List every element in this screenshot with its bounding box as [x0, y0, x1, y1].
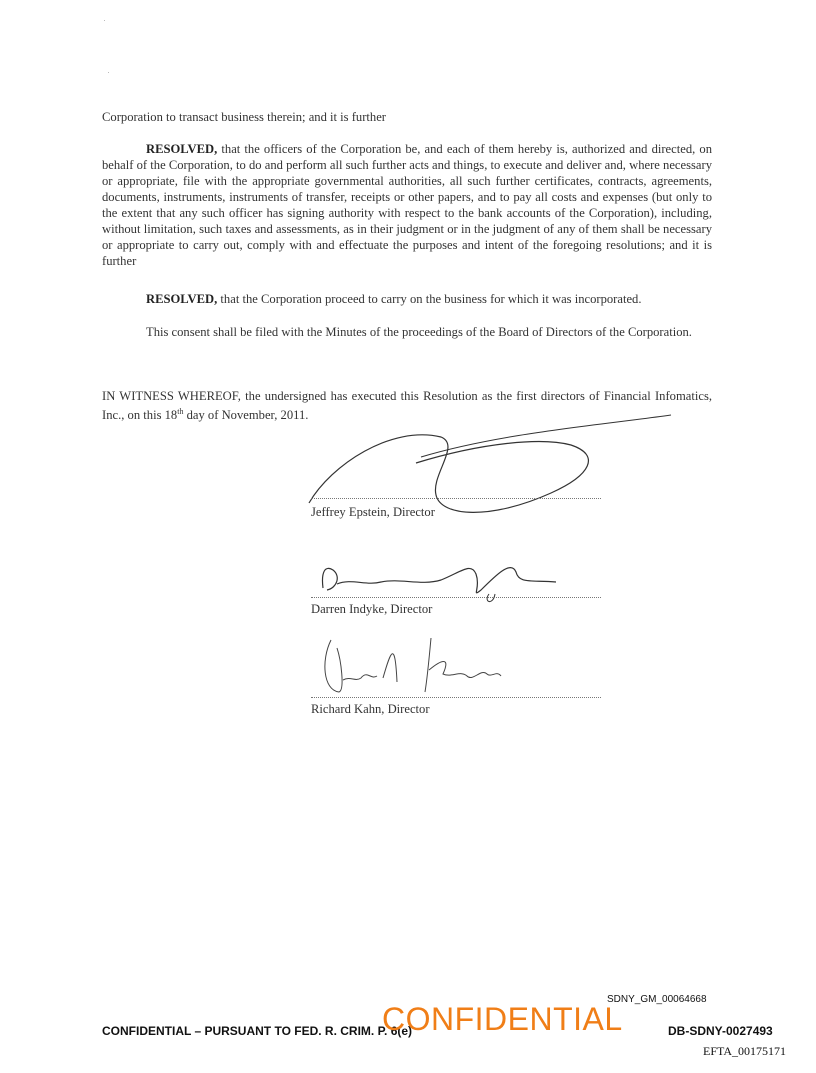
resolution-paragraph-2: [102, 291, 712, 307]
resolved-label: RESOLVED,: [146, 142, 218, 156]
signatory-name: Darren Indyke, Director: [311, 602, 433, 616]
resolved-label: RESOLVED,: [146, 292, 218, 306]
witness-text: IN WITNESS WHEREOF, the undersigned has executed this Resolution as the first directors of Financial Infomatics, Inc., on this 18: [102, 389, 712, 423]
resolution-2-text: that the Corporation proceed to carry on the business for which it was incorporated.: [217, 292, 642, 306]
signature-line: [311, 597, 601, 598]
intro-line: Corporation to transact business therein; and it is further: [102, 110, 386, 124]
bates-number: DB-SDNY-0027493: [668, 1024, 773, 1038]
signatory-name: Jeffrey Epstein, Director: [311, 505, 435, 519]
signature-block-epstein: [311, 440, 601, 530]
resolution-1-text: that the officers of the Corporation be, and each of them hereby is, authorized and directed, on behalf of the Corporation, to do and perform all such further acts and things, to execute and deliver and, where necessary or appropriate, file with the appropriate governmental authorities, all such further certificates, contracts, agreements, documents, instruments, instruments of transfer, receipts or other papers, and to pay all costs and expenses (but only to the extent that any such officer has signing authority with respect to the bank accounts of the Corporation), including, without limitation, such taxes and assessments, as in their judgment or in the judgment of any of them shall be necessary or appropriate to carry out, comply with and effectuate the purposes and intent of the foregoing resolutions; and it is further: [102, 142, 712, 268]
signature-block-indyke: [311, 560, 601, 620]
witness-superscript: th: [177, 407, 184, 416]
efta-number: EFTA_00175171: [703, 1044, 787, 1058]
scan-speck: [108, 72, 109, 73]
resolution-paragraph-1: [102, 141, 712, 269]
confidential-stamp: CONFIDENTIAL: [382, 1001, 623, 1037]
signature-kahn: [311, 620, 531, 700]
scan-speck: [104, 20, 105, 21]
confidential-notice: CONFIDENTIAL – PURSUANT TO FED. R. CRIM. P. 6(e): [102, 1024, 413, 1038]
consent-paragraph: This consent shall be filed with the Minutes of the proceedings of the Board of Directors of the Corporation.: [146, 325, 692, 339]
signature-block-kahn: [311, 620, 601, 720]
bates-number-small: SDNY_GM_00064668: [607, 994, 707, 1005]
signature-indyke: [311, 550, 571, 610]
signatory-name: Richard Kahn, Director: [311, 702, 430, 716]
witness-date-text: day of November, 2011.: [183, 408, 309, 423]
signature-line: [311, 498, 601, 499]
signature-line: [311, 697, 601, 698]
